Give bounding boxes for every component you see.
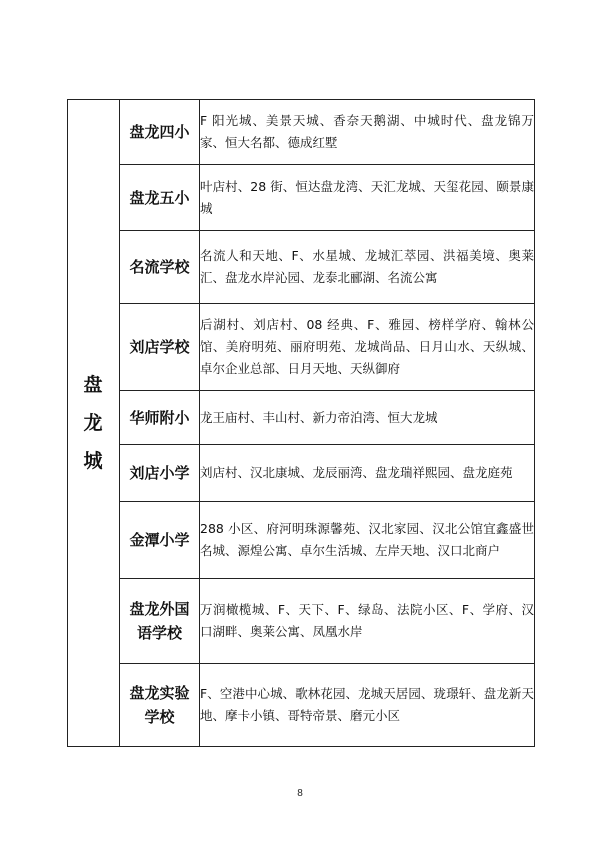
school-cell [120,579,200,664]
district-name: 盘龙城 [83,374,104,472]
table-row [68,304,535,391]
table-row [68,664,535,747]
table-row [68,165,535,231]
page-number: 8 [297,788,303,799]
residential-area-cell: 288 小区、府河明珠源馨苑、汉北家园、汉北公馆宜鑫盛世名城、源煌公寓、卓尔生活城、左岸天地、汉口北商户 [200,502,535,579]
table-row [68,502,535,579]
school-name: 金潭小学 [129,531,190,549]
school-cell [120,502,200,579]
residential-area-cell: 龙王庙村、丰山村、新力帝泊湾、恒大龙城 [200,391,535,445]
district-cell [68,100,120,747]
school-cell [120,304,200,391]
residential-area-cell: 叶店村、28 街、恒达盘龙湾、天汇龙城、天玺花园、颐景康城 [200,165,535,231]
table-row [68,100,535,165]
residential-area-cell: 刘店村、汉北康城、龙辰丽湾、盘龙瑞祥熙园、盘龙庭苑 [200,445,535,502]
school-name: 刘店小学 [129,464,190,482]
school-name: 盘龙实验学校 [129,684,190,726]
school-name: 名流学校 [129,258,190,276]
school-district-table [67,99,535,747]
residential-area-cell: F、空港中心城、歌林花园、龙城天居园、珑璟轩、盘龙新天地、摩卡小镇、哥特帝景、磨元小区 [200,664,535,747]
school-name: 盘龙外国语学校 [129,600,190,642]
school-name: 华师附小 [129,408,190,427]
school-cell [120,664,200,747]
school-cell [120,231,200,304]
residential-area-cell: 万润橄榄城、F、天下、F、绿岛、法院小区、F、学府、汉口湖畔、奥莱公寓、凤凰水岸 [200,579,535,664]
residential-area-cell: F 阳光城、美景天城、香奈天鹅湖、中城时代、盘龙锦万家、恒大名都、德成红墅 [200,100,535,165]
residential-area-cell: 后湖村、刘店村、08 经典、F、雅园、榜样学府、翰林公馆、美府明苑、丽府明苑、龙城尚品、日月山水、天纵城、卓尔企业总部、日月天地、天纵御府 [200,304,535,391]
table-row [68,231,535,304]
table-row [68,391,535,445]
school-name: 盘龙四小 [129,123,190,141]
school-cell [120,165,200,231]
school-name: 刘店学校 [129,338,190,356]
school-cell [120,100,200,165]
table-row [68,579,535,664]
table-row [68,445,535,502]
school-name: 盘龙五小 [129,188,190,207]
residential-area-cell: 名流人和天地、F、水星城、龙城汇萃园、洪福美境、奥莱汇、盘龙水岸沁园、龙泰北郦湖、名流公寓 [200,231,535,304]
school-cell [120,391,200,445]
school-cell [120,445,200,502]
